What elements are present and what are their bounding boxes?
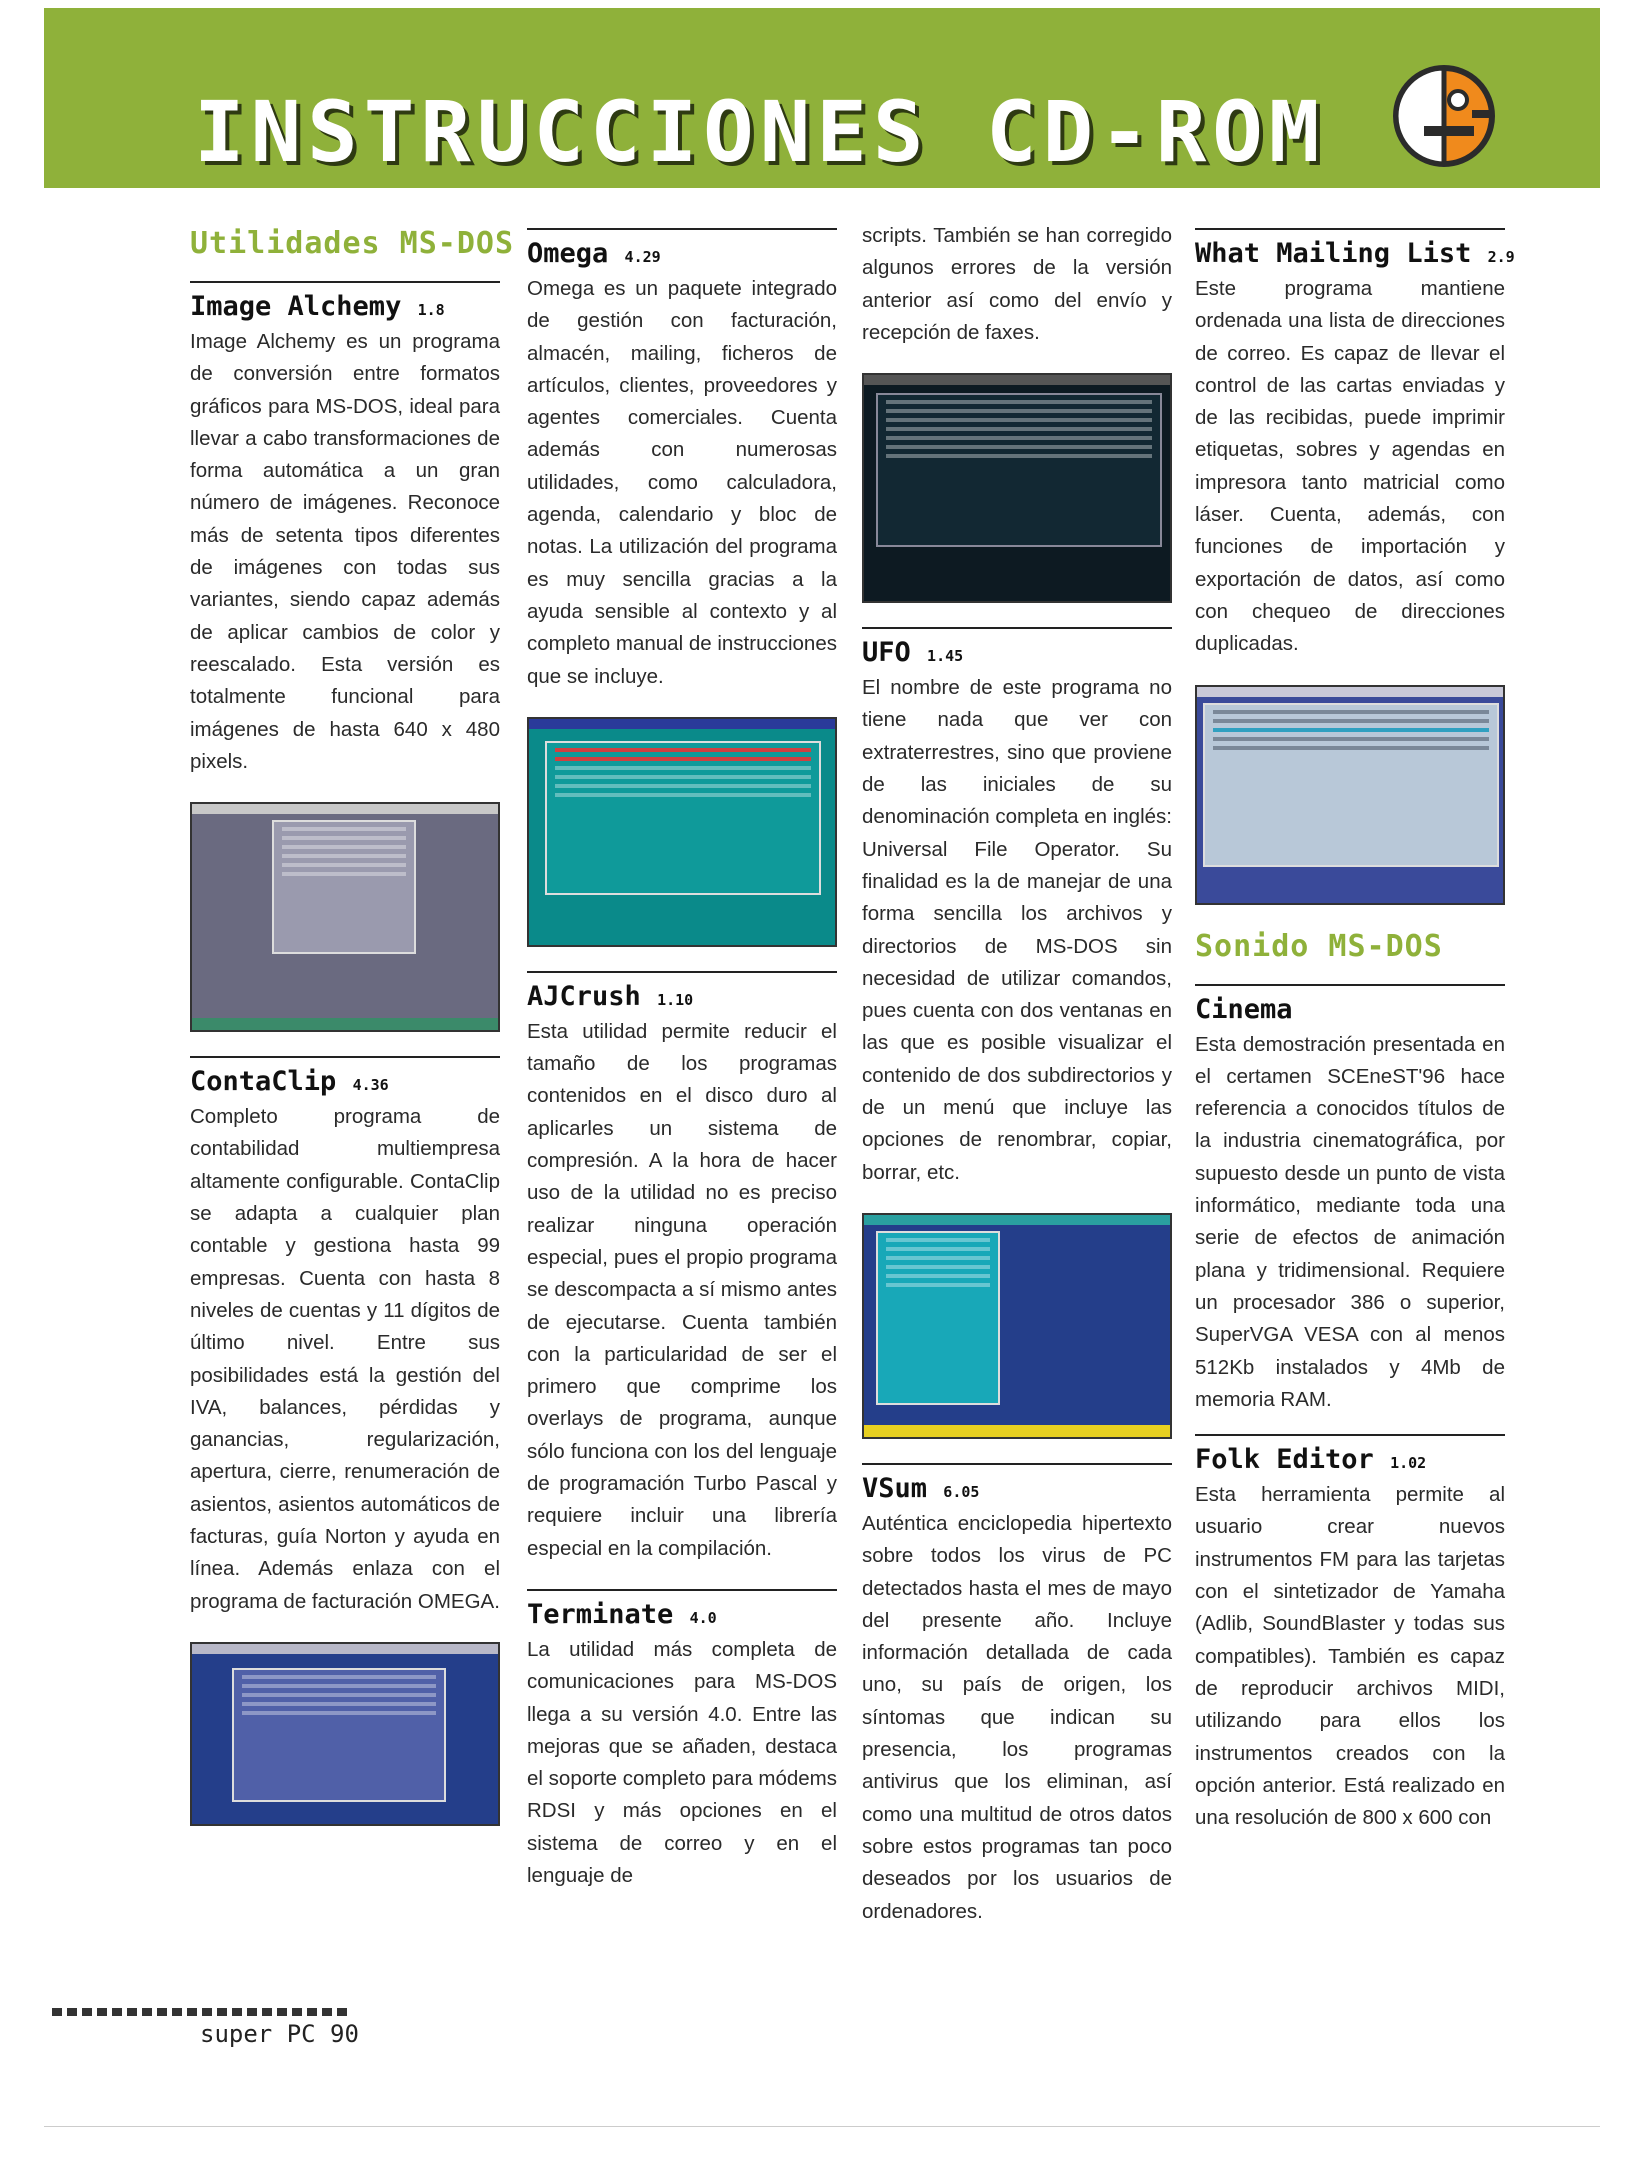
version-text: 1.45 bbox=[927, 647, 964, 666]
version-text: 6.05 bbox=[943, 1482, 980, 1501]
article-title bbox=[190, 291, 500, 322]
divider bbox=[1195, 1434, 1505, 1436]
title-text: Omega bbox=[527, 238, 609, 269]
divider bbox=[1195, 984, 1505, 986]
menu-bar bbox=[1197, 687, 1503, 697]
article-body: Esta demostración presentada en el certamen SCEneST'96 hace referencia a conocidos títulos de la industria cinematográfica, por supuesto desde un punto de vista informático, mediante toda una serie de efectos de animación plana y tridimensional. Requiere un procesador 386 o superior, SuperVGA VESA con al menos 512Kb instalados y 4Mb de memoria RAM. bbox=[1195, 1032, 1505, 1411]
article-body: Auténtica enciclopedia hipertexto sobre todos los virus de PC detectados hasta el mes de mayo del presente año. Incluye información detallada de cada uno, su país de origen, los síntomas que indican su presencia, los programas antivirus que los eliminan, así como una multitud de otros datos sobre estos programas tan poco deseados por los usuarios de ordenadores. bbox=[862, 1511, 1172, 1923]
article-body: Image Alchemy es un programa de conversión entre formatos gráficos para MS-DOS, ideal para llevar a cabo transformaciones de forma automática a un gran número de imágenes. Reconoce más de setenta tipos diferentes de imágenes con todas sus variantes, siendo capaz además de aplicar cambios de color y reescalado. Esta versión es totalmente funcional para imágenes de hasta 640 x 480 pixels. bbox=[190, 330, 500, 773]
screenshot-image-alchemy bbox=[190, 802, 500, 1032]
version-text: 1.10 bbox=[657, 990, 694, 1009]
dropdown-menu bbox=[876, 1231, 1000, 1405]
screenshot-terminate bbox=[862, 373, 1172, 603]
page-footer: super PC 90 bbox=[200, 2020, 359, 2048]
title-text: Image Alchemy bbox=[190, 291, 402, 322]
version-text: 2.9 bbox=[1487, 248, 1515, 266]
version-text: 4.0 bbox=[689, 1608, 717, 1627]
list-window bbox=[545, 741, 821, 895]
section-heading: Utilidades MS-DOS bbox=[190, 226, 515, 261]
article-title bbox=[527, 238, 837, 269]
article-body: scripts. También se han corregido algunos errores de la versión anterior así como del envío y recepción de faxes. bbox=[862, 224, 1172, 344]
title-bar bbox=[529, 719, 835, 729]
footer-ornament bbox=[52, 2008, 348, 2016]
article-title bbox=[190, 1066, 500, 1097]
title-text: ContaClip bbox=[190, 1066, 337, 1098]
form-window bbox=[1203, 703, 1499, 867]
divider bbox=[527, 1589, 837, 1591]
divider bbox=[190, 281, 500, 283]
column-3 bbox=[862, 220, 1172, 1928]
article-title bbox=[862, 1473, 1172, 1504]
screenshot-what-mailing-list bbox=[1195, 685, 1505, 905]
version-text: 4.36 bbox=[352, 1076, 389, 1095]
title-text: Terminate bbox=[527, 1598, 674, 1630]
title-text: Folk Editor bbox=[1195, 1444, 1374, 1476]
title-text: VSum bbox=[862, 1472, 928, 1504]
status-bar bbox=[864, 1425, 1170, 1437]
status-bar bbox=[192, 1018, 498, 1030]
divider bbox=[527, 228, 837, 230]
cdrom-logo-icon bbox=[1388, 60, 1500, 172]
article-body: El nombre de este programa no tiene nada que ver con extraterrestres, sino que proviene de las iniciales de su denominación completa en inglés: Universal File Operator. Su finalidad es la de manejar de una forma sencilla los archivos y directorios de MS-DOS sin necesidad de utilizar comandos, pues cuenta con dos ventanas en las que es posible visualizar el contenido de dos subdirectorios y de un menú que incluye las opciones de renombrar, copiar, borrar, etc. bbox=[862, 676, 1172, 1184]
bottom-divider bbox=[44, 2126, 1600, 2127]
article-title bbox=[862, 637, 1172, 668]
menu-bar bbox=[192, 1644, 498, 1654]
screenshot-ufo bbox=[862, 1213, 1172, 1439]
title-bar bbox=[864, 375, 1170, 385]
dialog-window bbox=[272, 820, 416, 954]
article-body: Omega es un paquete integrado de gestión con facturación, almacén, mailing, ficheros de artículos, clientes, proveedores y agentes comerciales. Cuenta además con numerosas utilidades, como calculadora, agenda, calendario y bloc de notas. La utilización del programa es muy sencilla gracias a la ayuda sensible al contexto y al completo manual de instrucciones que se incluye. bbox=[527, 277, 837, 688]
screenshot-contaclip bbox=[190, 1642, 500, 1826]
column-2 bbox=[527, 220, 837, 1892]
title-text: UFO bbox=[862, 637, 911, 669]
title-text: What Mailing List bbox=[1195, 238, 1472, 269]
version-text: 4.29 bbox=[624, 248, 661, 266]
page-title: INSTRUCCIONES CD-ROM bbox=[194, 83, 1326, 181]
screenshot-omega bbox=[527, 717, 837, 947]
title-text: AJCrush bbox=[527, 980, 641, 1012]
title-text: Cinema bbox=[1195, 993, 1293, 1025]
menu-bar bbox=[192, 804, 498, 814]
article-body: Completo programa de contabilidad multiempresa altamente configurable. ContaClip se adapta a cualquier plan contable y gestiona hasta 99 empresas. Cuenta con hasta 8 niveles de cuentas y 11 dígitos de último nivel. Entre sus posibilidades está la gestión del IVA, balances, pérdidas y ganancias, regularización, apertura, cierre, renumeración de asientos, asientos automáticos de facturas, guía Norton y ayuda en línea. Además enlaza con el programa de facturación OMEGA. bbox=[190, 1105, 500, 1613]
column-4 bbox=[1195, 220, 1515, 1834]
article-body: Esta utilidad permite reducir el tamaño de los programas contenidos en el disco duro al aplicarles un sistema de compresión. A la hora de hacer uso de la utilidad no es preciso realizar ninguna operación especial, pues el propio programa se descompacta a sí mismo antes de ejecutarse. Cuenta también con la particularidad de ser el primero que comprime los overlays de programa, aunque sólo funciona con los del lenguaje de programación Turbo Pascal y requiere incluir una librería especial en la compilación. bbox=[527, 1019, 837, 1560]
article-title bbox=[1195, 1444, 1505, 1475]
article-title bbox=[527, 981, 837, 1012]
list-window bbox=[876, 393, 1162, 547]
divider bbox=[862, 627, 1172, 629]
version-text: 1.8 bbox=[417, 301, 445, 319]
menu-bar bbox=[864, 1215, 1170, 1225]
section-heading: Sonido MS-DOS bbox=[1195, 928, 1443, 964]
divider bbox=[190, 1056, 500, 1058]
divider bbox=[527, 971, 837, 973]
dialog-window bbox=[232, 1668, 446, 1802]
article-title bbox=[1195, 238, 1515, 269]
article-body: Este programa mantiene ordenada una lista de direcciones de correo. Es capaz de llevar el control de las cartas enviadas y de las recibidas, puede imprimir etiquetas, sobres y agendas en impresora tanto matricial como láser. Cuenta, además, con funciones de importación y exportación de datos, así como con chequeo de direcciones duplicadas. bbox=[1195, 277, 1505, 656]
divider bbox=[862, 1463, 1172, 1465]
version-text: 1.02 bbox=[1390, 1454, 1427, 1473]
article-title bbox=[527, 1599, 837, 1630]
column-1 bbox=[190, 220, 515, 1850]
article-body: La utilidad más completa de comunicaciones para MS-DOS llega a su versión 4.0. Entre las mejoras que se añaden, destaca el soporte completo para módems RDSI y más opciones en el sistema de correo y en el lenguaje de bbox=[527, 1637, 837, 1887]
header-banner bbox=[44, 8, 1600, 188]
article-body: Esta herramienta permite al usuario crear nuevos instrumentos FM para las tarjetas con el sintetizador de Yamaha (Adlib, SoundBlaster y todas sus compatibles). También es capaz de reproducir archivos MIDI, utilizando para ellos los instrumentos creados con la opción anterior. Está realizado en una resolución de 800 x 600 con bbox=[1195, 1483, 1505, 1830]
divider bbox=[1195, 228, 1505, 230]
article-title bbox=[1195, 994, 1505, 1025]
